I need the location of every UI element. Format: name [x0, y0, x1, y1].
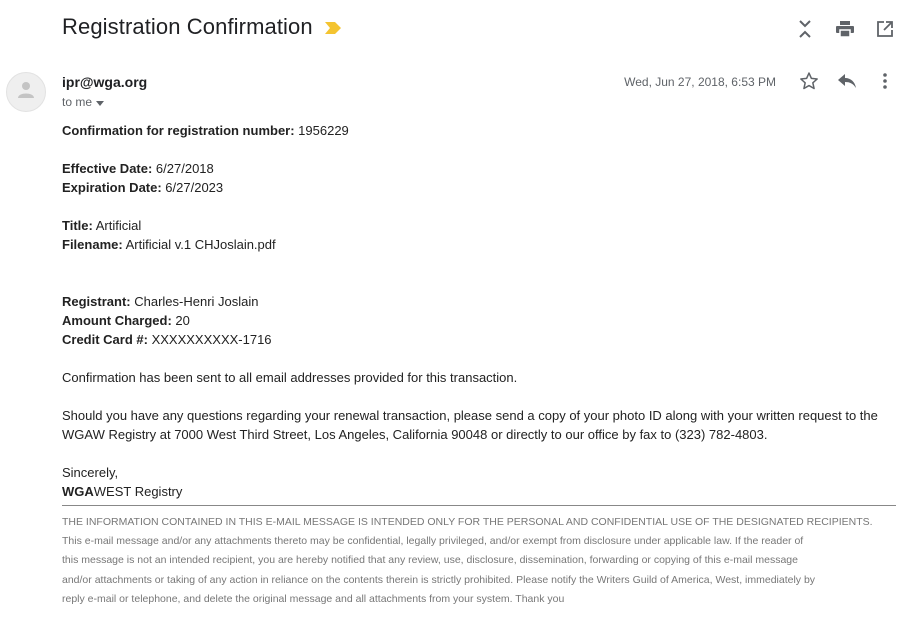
credit-card-label: Credit Card #:: [62, 332, 148, 347]
title-value: Artificial: [92, 218, 142, 233]
registrant-value: Charles-Henri Joslain: [130, 294, 259, 309]
sent-note: Confirmation has been sent to all email addresses provided for this transaction.: [62, 370, 518, 385]
signature: [62, 482, 896, 501]
reply-icon[interactable]: [836, 70, 858, 92]
disclaimer-line-5: reply e-mail or telephone, and delete the original message and all attachments from your system. Thank you: [62, 592, 565, 605]
amount-label: Amount Charged:: [62, 313, 172, 328]
legal-disclaimer: [62, 513, 898, 609]
registrant-line: [62, 292, 896, 311]
disclaimer-line-4: and/or attachments or taking of any action in reliance on the contents therein is strictly prohibited. Please notify the Writers Guild of America, West, immediately by: [62, 573, 816, 586]
caret-down-icon: [96, 95, 104, 109]
recipient-label: to me: [62, 95, 93, 109]
expand-collapse-icon[interactable]: [794, 18, 816, 40]
importance-marker-icon[interactable]: [325, 21, 341, 33]
expiration-date-value: 6/27/2023: [161, 180, 224, 195]
more-vertical-icon[interactable]: [874, 70, 896, 92]
disclaimer-line-2: This e-mail message and/or any attachments thereto may be confidential, legally privileged, and/or exempt from disclosure under applicable law. If the reader of: [62, 535, 804, 548]
filename-label: Filename:: [62, 237, 123, 252]
amount-value: 20: [171, 313, 190, 328]
subject-bar: [62, 14, 341, 40]
disclaimer-line-3: this message is not an intended recipient, you are hereby notified that any review, use, disclosure, dissemination, forwarding or copying of this e-mail message: [62, 554, 798, 567]
print-icon[interactable]: [834, 18, 856, 40]
signature-bold: WGA: [62, 484, 94, 499]
title-line: [62, 216, 896, 235]
avatar-person-icon: [16, 80, 36, 105]
effective-date-line: [62, 159, 896, 178]
questions-line-1: Should you have any questions regarding your renewal transaction, please send a copy of your photo ID along with your written request to the: [62, 408, 878, 423]
thread-actions: [794, 18, 896, 40]
message-actions: [798, 70, 896, 92]
title-label: Title:: [62, 218, 93, 233]
registrant-label: Registrant:: [62, 294, 131, 309]
questions-line-2: WGAW Registry at 7000 West Third Street, Los Angeles, California 90048 or directly to our office by fax to (323) 782-4803.: [62, 427, 768, 442]
sender-email[interactable]: ipr@wga.org: [62, 74, 148, 90]
effective-date-value: 6/27/2018: [152, 161, 214, 176]
confirmation-value: 1956229: [294, 123, 349, 138]
email-subject: Registration Confirmation: [62, 14, 313, 39]
disclaimer-line-1: THE INFORMATION CONTAINED IN THIS E-MAIL MESSAGE IS INTENDED ONLY FOR THE PERSONAL AND CONFIDENTIAL USE OF THE DESIGNATED RECIPIENTS.: [62, 516, 873, 528]
email-date: Wed, Jun 27, 2018, 6:53 PM: [624, 75, 776, 89]
recipient-dropdown[interactable]: [62, 95, 104, 109]
sender-avatar[interactable]: [6, 72, 46, 112]
confirmation-line: [62, 121, 896, 140]
confirmation-label: Confirmation for registration number:: [62, 123, 295, 138]
amount-line: [62, 311, 896, 330]
filename-line: [62, 235, 896, 254]
credit-card-value: XXXXXXXXXX-1716: [147, 332, 272, 347]
signature-divider: [62, 505, 896, 506]
expiration-date-line: [62, 178, 896, 197]
email-body: [62, 121, 896, 501]
open-in-new-window-icon[interactable]: [874, 18, 896, 40]
sign-off: Sincerely,: [62, 465, 119, 480]
effective-date-label: Effective Date:: [62, 161, 153, 176]
star-icon[interactable]: [798, 70, 820, 92]
filename-value: Artificial v.1 CHJoslain.pdf: [122, 237, 276, 252]
signature-rest: WEST Registry: [93, 484, 183, 499]
expiration-date-label: Expiration Date:: [62, 180, 162, 195]
credit-card-line: [62, 330, 896, 349]
